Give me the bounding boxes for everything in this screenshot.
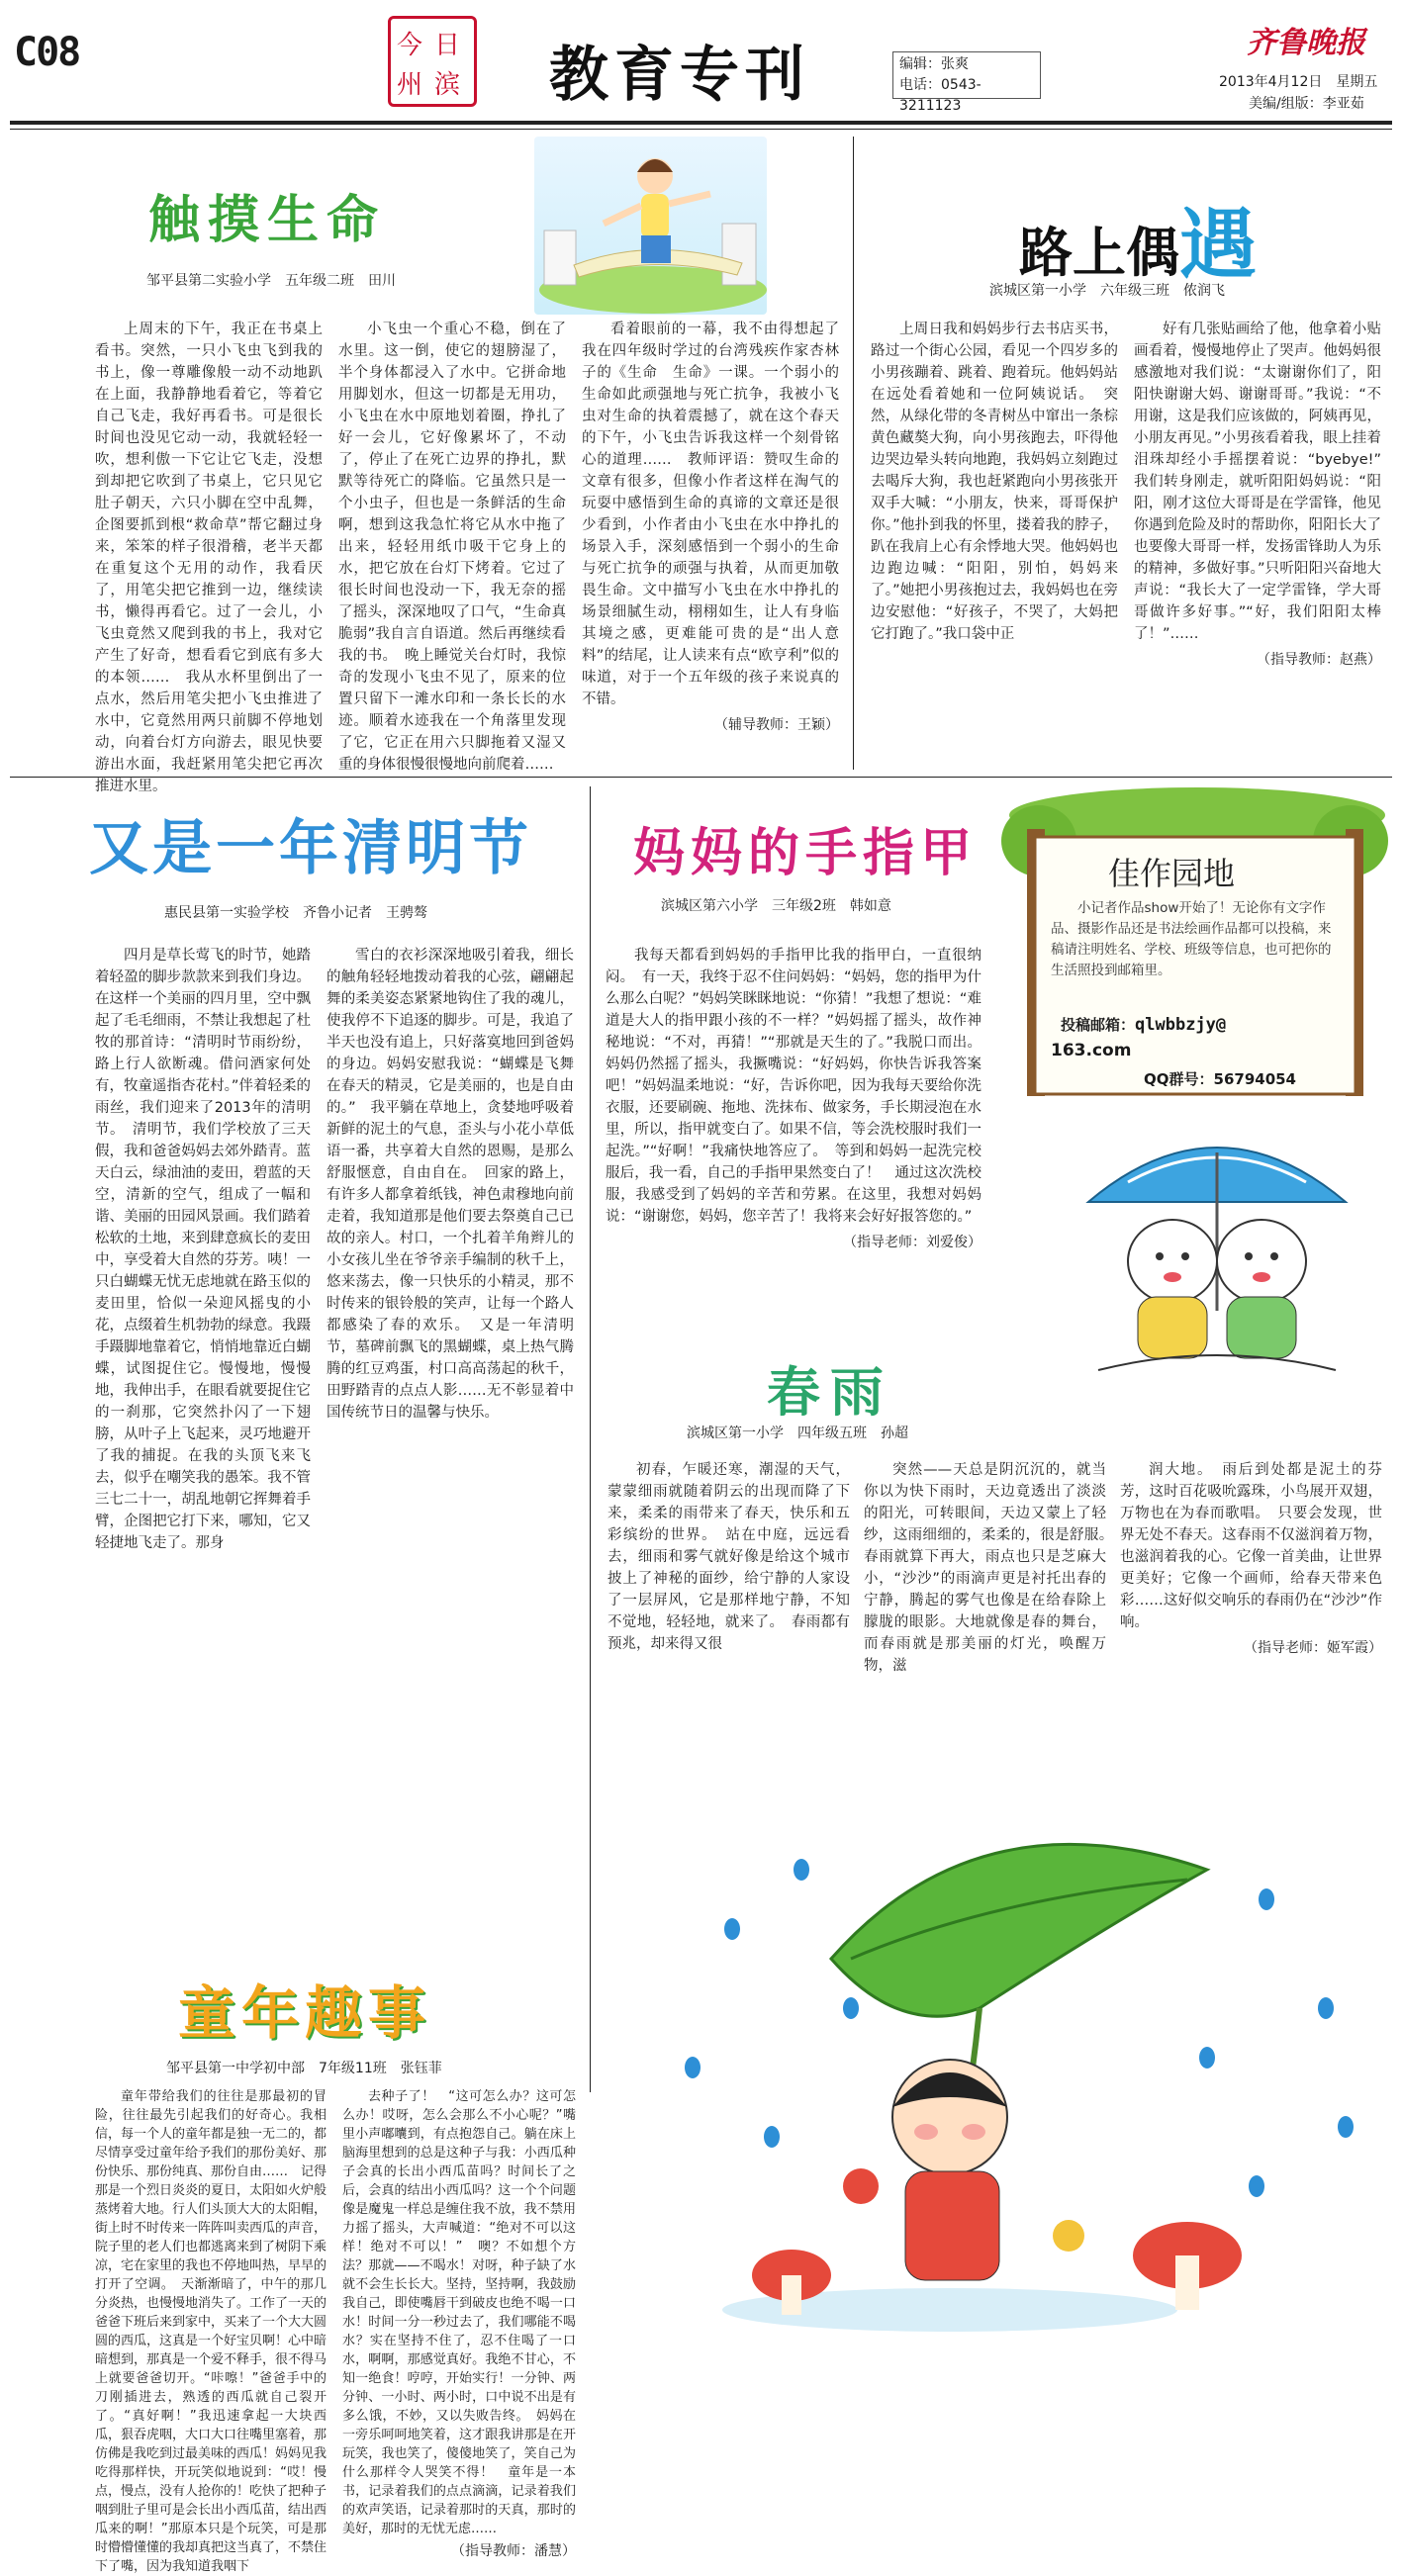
column-divider-2 xyxy=(590,786,591,2092)
notice-board xyxy=(999,782,1390,1108)
article6-col1: 童年带给我们的往往是那最初的冒险，往往最先引起我们的好奇心。我相信，每一个人的童年都是独一无二的，都尽情享受过童年给予我们的那份美好、那份快乐、那份纯真、那份自由…… 记得那是一个烈日炎炎的夏日，太阳如火炉般蒸烤着大地。行人们头顶大大的太阳帽，街上时不时传来一阵阵叫卖西瓜的声音，院子里的老人们也都逃离来到了树阴下乘凉，宅在家里的我也不停地叫热，早早的打开了空调。 天渐渐暗了，中午的那几分炎热，也慢慢地消失了。工作了一天的爸爸下班后来到家中，买来了一个大大圆圆的西瓜，这真是一个好宝贝啊！心中暗暗想到，那真是一个爱不释手，很不得马上就要爸爸切开。“咔嚓！”爸爸手中的刀刚插进去，熟透的西瓜就自己裂开了。“真好啊！”我迅速拿起一大块西瓜，狠吞虎咽，大口大口往嘴里塞着，那仿佛是我吃到过最美味的西瓜！妈妈见我吃得那样快，开玩笑似地说到：“哎！慢点，慢点，没有人抢你的！吃快了把种子咽到肚子里可是会长出小西瓜苗，结出西瓜来的啊！”那原本只是个玩笑，可是那时懵懵懂懂的我却真把这当真了，不禁住下了嘴，因为我知道我咽下 xyxy=(95,2089,327,2574)
section-title: 教育专刊 xyxy=(549,41,810,110)
article4-title: 妈妈的手指甲 xyxy=(633,824,979,883)
notice-title: 佳作园地 xyxy=(1108,855,1236,892)
article1-col1: 上周末的下午，我正在书桌上看书。突然，一只小飞虫飞到我的书上，像一尊雕像般一动不动地趴在上面，我静静地看着它，等着它自己飞走，我好再看书。可是很长时间也没见它动一动，我就轻轻一吹，想利傲一下它让它飞走，没想到却把它吹到了书桌上，它只见它肚子朝天，六只小脚在空中乱舞，企图要抓到根“救命草”帮它翻过身来，笨笨的样子很滑稽，老半天都在重复这个无用的动作，我看厌了，用笔尖把它推到一边，继续读书，懒得再看它。过了一会儿，小飞虫竟然又爬到我的书上，我对它产生了好奇，想看看它到底有多大的本领…… 我从水杯里倒出了一点水，然后用笔尖把小飞虫推进了水中，它竟然用两只前脚不停地划动，向着台灯方向游去，眼见快要游出水面，我赶紧用笔尖把它再次推进水里。 xyxy=(95,322,323,794)
section-rule xyxy=(10,777,1392,778)
article6-tutor: （指导教师：潘慧） xyxy=(451,2543,576,2559)
article6-byline: 邹平县第一中学初中部 7年级11班 张钰菲 xyxy=(166,2061,442,2076)
article2-title: 路上偶遇 xyxy=(1019,201,1258,290)
seal-logo: 今 日 州 滨 xyxy=(388,16,477,107)
contact-box: 编辑：张爽 电话：0543-3211123 xyxy=(892,51,1041,99)
article5-col1: 初春，乍暖还寒，潮湿的天气，蒙蒙细雨就随着阴云的出现而降了下来，柔柔的雨带来了春天，快乐和五彩缤纷的世界。 站在中庭，远远看去，细雨和雾气就好像是给这个城市披上了神秘的面纱，给宁静的人家设了一层屏风，它是那样地宁静，不知不觉地，轻轻地，就来了。 春雨都有预兆，却来得又很 xyxy=(608,1462,850,1652)
issue-date: 2013年4月12日 星期五 xyxy=(1219,74,1378,90)
notice-email: 投稿邮箱：qlwbbzjy@ xyxy=(1061,1015,1227,1035)
column-divider xyxy=(853,137,854,770)
article6-title: 童年趣事 xyxy=(178,1979,432,2047)
article5-col3: 润大地。 雨后到处都是泥土的芬芳，这时百花吸吮露珠，小鸟展开双翅，万物也在为春而歌唱。 只要会发现，世界无处不春天。这春雨不仅滋润着万物，也滋润着我的心。它像一首美曲，让世界更美好；它像一个画师，给春天带来色彩……这好似交响乐的春雨仍在“沙沙”作响。 （指导老师：姬军霞） xyxy=(1120,1459,1382,1800)
article3-col2: 雪白的衣衫深深地吸引着我，细长的触角轻轻地拨动着我的心弦，翩翩起舞的柔美姿态紧紧地钩住了我的魂儿，使我停不下追逐的脚步。可是，我追了半天也没有追上，只好落寞地回到爸妈的身边。妈妈安慰我说：“蝴蝶是飞舞在春天的精灵，它是美丽的，也是自由的。” 我平躺在草地上，贪婪地呼吸着新鲜的泥土的气息，歪头与小花小草低语一番，共享着大自然的恩赐，是那么舒服惬意，自由自在。 回家的路上，有许多人都拿着纸钱，神色肃穆地向前走着，我知道那是他们要去祭奠自己已故的亲人。村口，一个扎着羊角辫儿的小女孩儿坐在爷爷亲手编制的秋千上，悠来荡去，像一只快乐的小精灵，那不时传来的银铃般的笑声，让每一个路人都感染了春的欢乐。 又是一年清明节，墓碑前飘飞的黑蝴蝶，桌上热气腾腾的红豆鸡蛋，村口高高荡起的秋千，田野踏青的点点人影……无不彰显着中国传统节日的温馨与快乐。 xyxy=(327,948,574,1421)
notice-email-domain: 163.com xyxy=(1051,1041,1132,1060)
boy-reading-illustration xyxy=(534,137,767,315)
article2-col2: 好有几张贴画给了他，他拿着小贴画看着，慢慢地停止了哭声。他妈妈很感激地对我们说：“太谢谢你们了，阳阳快谢谢大妈、谢谢哥哥。”我说：“不用谢，这是我们应该做的，阿姨再见，小朋友再见。”小男孩看着我，眼上挂着泪珠却经小手摇摆着说：“byebye!” 我们转身刚走，就听阳阳妈妈说：“阳阳，刚才这位大哥哥是在学雷锋，他见你遇到危险及时的帮助你，阳阳长大了也要像大哥哥一样，发扬雷锋助人为乐的精神，多做好事。”只听阳阳兴奋地大声说：“我长大了一定学雷锋，学大哥哥做许多好事。”“好，我们阳阳太棒了！”…… （指导教师：赵燕） xyxy=(1134,319,1381,764)
paper-logo: 齐鲁晚报 xyxy=(1247,26,1365,60)
header-rule xyxy=(10,121,1392,125)
article5-byline: 滨城区第一小学 四年级五班 孙超 xyxy=(687,1426,908,1441)
notice-text: 小记者作品show开始了！无论你有文字作品、摄影作品还是书法绘画作品都可以投稿，来稿请注明姓名、学校、班级等信息，也可把你的生活照投到邮箱里。 xyxy=(1051,900,1332,978)
article3-col1: 四月是草长莺飞的时节，她踏着轻盈的脚步款款来到我们身边。在这样一个美丽的四月里，空中飘起了毛毛细雨，不禁让我想起了杜牧的那首诗：“清明时节雨纷纷，路上行人欲断魂。借问酒家何处有，牧童遥指杏花村。”伴着轻柔的雨丝，我们迎来了2013年的清明节。 清明节，我们学校放了三天假，我和爸爸妈妈去郊外踏青。蓝天白云，绿油油的麦田，碧蓝的天空，清新的空气，组成了一幅和谐、美丽的田园风景画。我们踏着松软的土地，来到肆意疯长的麦田中，享受着大自然的芬芳。咦！一只白蝴蝶无忧无虑地就在路玉似的麦田里，恰似一朵迎风摇曳的小花，点缀着生机勃勃的绿意。我蹑手蹑脚地靠着它，悄悄地靠近白蝴蝶，试图捉住它。慢慢地，慢慢地，我伸出手，在眼看就要捉住它的一刹那，它突然扑闪了一下翅膀，从叶子上飞起来，灵巧地避开了我的捕捉。在我的头顶飞来飞去，似乎在嘲笑我的愚笨。我不管三七二十一，胡乱地朝它挥舞着手臂，企图把它打下来，哪知，它又轻捷地飞走了。那身 xyxy=(95,948,311,1551)
article1-byline: 邹平县第二实验小学 五年级二班 田川 xyxy=(146,273,396,289)
article5-title: 春雨 xyxy=(767,1361,893,1424)
designer-credit: 美编/组版：李亚茹 xyxy=(1249,96,1364,112)
article3-title: 又是一年清明节 xyxy=(89,814,532,883)
rabbits-umbrella-illustration xyxy=(1069,1113,1365,1380)
article5-tutor: （指导老师：姬军霞） xyxy=(1244,1640,1382,1656)
notice-qq: QQ群号：56794054 xyxy=(1144,1070,1296,1088)
article2-col1: 上周日我和妈妈步行去书店买书，路过一个街心公园，看见一个四岁多的小男孩蹦着、跳着、跑着玩。他妈妈站在远处看着她和一位阿姨说话。 突然，从绿化带的冬青树丛中窜出一条棕黄色藏獒大狗，向小男孩跑去，吓得他边哭边晕头转向地跑，我妈妈立刻跑过去喝斥大狗，我也赶紧跑向小男孩张开双手大喊：“小朋友，快来，哥哥保护你。”他扑到我的怀里，搂着我的脖子，趴在我肩上心有余悸地大哭。他妈妈也边跑边喊：“阳阳，别怕，妈妈来了。”她把小男孩抱过去，我妈妈也在旁边安慰他：“好孩子，不哭了，大妈把它打跑了。”我口袋中正 xyxy=(871,322,1118,642)
article2-byline: 滨城区第一小学 六年级三班 侬润飞 xyxy=(989,283,1225,299)
header-rule-thin xyxy=(10,129,1392,130)
article5-col2: 突然——天总是阴沉沉的，就当你以为快下雨时，天边竟透出了淡淡的阳光，可转眼间，天边又蒙上了轻纱，这雨细细的，柔柔的，很是舒服。 春雨就算下再大，雨点也只是芝麻大小，“沙沙”的雨滴声更是衬托出春的宁静，腾起的雾气也像是在给春除上朦胧的眼影。大地就像是春的舞台，而春雨就是那美丽的灯光，唤醒万物，滋 xyxy=(864,1462,1121,1674)
article2-tutor: （指导教师：赵燕） xyxy=(1257,652,1381,668)
article1-col2: 小飞虫一个重心不稳，倒在了水里。这一倒，使它的翅膀湿了，半个身体都浸入了水中。它拼命地用脚划水，但这一切都是无用功，小飞虫在水中原地划着圈，挣扎了好一会儿，它好像累坏了，不动了，停止了在死亡边界的挣扎，默默等待死亡的降临。它虽然只是一个小虫子，但也是一条鲜活的生命啊，想到这我急忙将它从水中拖了出来，轻轻用纸巾吸干它身上的水，把它放在台灯下烤着。它过了很长时间也没动一下，我无奈的摇了摇头，深深地叹了口气，“生命真脆弱”我自言自语道。然后再继续看我的书。 晚上睡觉关台灯时，我惊奇的发现小飞虫不见了，原来的位置只留下一滩水印和一条长长的水迹。顺着水迹我在一个角落里发现了它，它正在用六只脚拖着又湿又重的身体很慢很慢地向前爬着…… xyxy=(338,322,566,773)
article1-col3: 看着眼前的一幕，我不由得想起了我在四年级时学过的台湾残疾作家杏林子的《生命 生命》一课。一个弱小的生命如此顽强地与死亡抗争，我被小飞虫对生命的执着震撼了，就在这个春天的下午，小飞虫告诉我这样一个刻骨铭心的道理…… 教师评语：赞叹生命的文章有很多，但像小作者这样在淘气的玩耍中感悟到生命的真谛的文章还是很少看到，小作者由小飞虫在水中挣扎的场景入手，深刻感悟到一个弱小的生命与死亡抗争的顽强与执着，从而更加敬畏生命。文中描写小飞虫在水中挣扎的场景细腻生动，栩栩如生，让人有身临其境之感，更难能可贵的是“出人意料”的结尾，让人读来有点“欧亨利”似的味道，对于一个五年级的孩子来说真的不错。 （辅导教师：王颖） xyxy=(582,319,839,759)
article3-byline: 惠民县第一实验学校 齐鲁小记者 王骋骜 xyxy=(164,905,427,921)
article4-byline: 滨城区第六小学 三年级2班 韩如意 xyxy=(661,898,891,914)
article4-tutor: （指导老师：刘爱俊） xyxy=(843,1235,981,1250)
child-leaf-umbrella-illustration xyxy=(653,1810,1385,2345)
article6-col2: 去种子了！ “这可怎么办？这可怎么办！哎呀，怎么会那么不小心呢？”嘴里小声嘟囔到，有点抱怨自己。躺在床上脑海里想到的总是这种子与我：小西瓜种子会真的长出小西瓜苗吗？时间长了之后，会真的结出小西瓜吗？这一个个问题像是魔鬼一样总是缠住我不放，我不禁用力摇了摇头，大声喊道：“绝对不可以这样！绝对不可以！” 噢？不如想个方法？那就——不喝水！对呀，种子缺了水就不会生长长大。坚持，坚持啊，我鼓励我自己，即使嘴唇干到破皮也绝不喝一口水！时间一分一秒过去了，我们哪能不喝水？实在坚持不住了，忍不住喝了一口水，啊啊，那感觉真好。我绝不甘心，不知一绝食！哼哼，开始实行！一分钟、两分钟、一小时、两小时，口中说不出是有多么饿，不妙，又以失败告终。 妈妈在一旁乐呵呵地笑着，这才跟我讲那是在开玩笑，我也笑了，傻傻地笑了，笑自己为什么那样令人哭笑不得！ 童年是一本书，记录着我们的点点滴滴，记录着我们的欢声笑语，记录着那时的天真，那时的美好，那时的无忧无虑…… （指导教师：潘慧） xyxy=(342,2089,576,2559)
article4-text: 我每天都看到妈妈的手指甲比我的指甲白，一直很纳闷。 有一天，我终于忍不住问妈妈：“妈妈，您的指甲为什么那么白呢？”妈妈笑眯眯地说：“你猜！”我想了想说：“难道是大人的指甲跟小孩的不一样？”妈妈摇了摇头，故作神秘地说：“不对，再猜！”“那就是天生的了。”我脱口而出。妈妈仍然摇了摇头，我撅嘴说：“好妈妈，你快告诉我答案吧！”妈妈温柔地说：“好，告诉你吧，因为我每天要给你洗衣服，还要刷碗、拖地、洗抹布、做家务，手长期浸泡在水里，所以，指甲就变白了。如果不信，等会洗校服时我们一起洗。”“好啊！”我痛快地答应了。 等到和妈妈一起洗完校服后，我一看，自己的手指甲果然变白了！ 通过这次洗校服，我感受到了妈妈的辛苦和劳累。在这里，我想对妈妈说：“谢谢您，妈妈，您辛苦了！我将来会好好报答您的。” （指导老师：刘爱俊） xyxy=(606,945,981,1321)
article1-tutor: （辅导教师：王颖） xyxy=(714,717,839,733)
article1-title: 触摸生命 xyxy=(148,190,387,250)
page-number: C08 xyxy=(14,30,80,75)
